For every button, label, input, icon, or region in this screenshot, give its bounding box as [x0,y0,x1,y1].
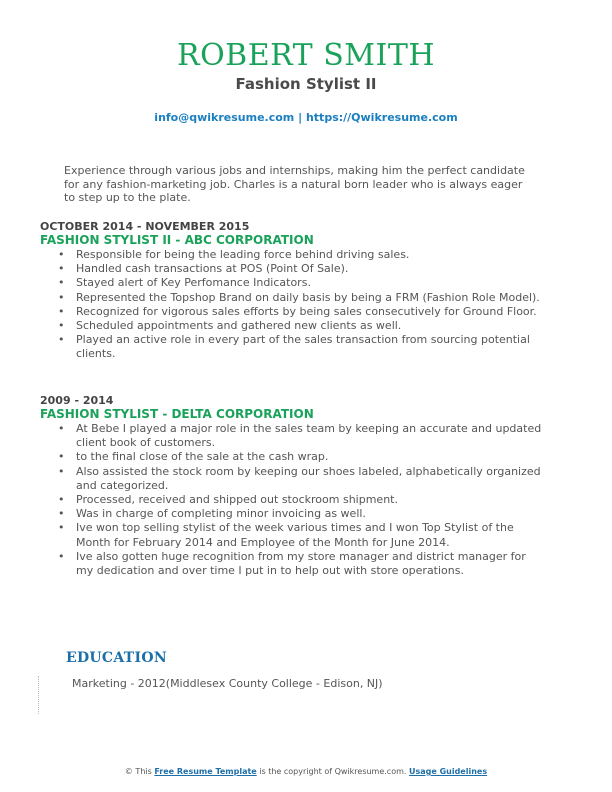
bullet-item: • Was in charge of completing minor invoicing as well. [58,507,366,521]
job-bullets [40,248,560,362]
bullet-icon: • [58,507,65,521]
bullet-item: • Processed, received and shipped out stockroom shipment. [58,493,398,507]
bullet-icon: • [58,464,65,478]
bullet-item: • Represented the Topshop Brand on daily basis by being a FRM (Fashion Role Model). [58,290,540,304]
bullet-icon: • [58,493,65,507]
resume-header [0,38,612,94]
job-entry [40,220,560,362]
bullet-item: • Stayed alert of Key Perfomance Indicators. [58,276,311,290]
decorative-divider [38,676,41,714]
summary-paragraph: Experience through various jobs and internships, making him the perfect candidate for any fashion-marketing job. Charles is a natural born leader who is always eager to step up to the plate. [64,164,525,204]
bullet-icon: • [58,333,65,347]
bullet-item: • Ive also gotten huge recognition from my store manager and district manager for my dedication and over time I put in to help out with store operations. [58,549,526,578]
job-title: FASHION STYLIST II - ABC CORPORATION [40,233,314,247]
bullet-item: • At Bebe I played a major role in the sales team by keeping an accurate and updated client book of customers. [58,422,542,450]
bullet-item: • Recognized for vigorous sales efforts by being sales consecutively for Ground Floor. [58,304,537,318]
bullet-icon: • [58,248,65,261]
contact-line [0,111,612,124]
bullet-icon: • [58,304,65,318]
education-entry: Marketing - 2012(Middlesex County College - Edison, NJ) [72,677,383,690]
education-heading: EDUCATION [66,650,167,666]
job-title: FASHION STYLIST - DELTA CORPORATION [40,407,314,421]
bullet-item: • Handled cash transactions at POS (Point Of Sale). [58,262,349,276]
job-dates: 2009 - 2014 [40,394,114,407]
bullet-icon: • [58,290,65,304]
free-resume-template-link[interactable]: Free Resume Template [154,767,257,776]
job-dates: OCTOBER 2014 - NOVEMBER 2015 [40,220,250,233]
bullet-icon: • [58,549,65,563]
contact-separator: | [294,111,306,124]
usage-guidelines-link[interactable]: Usage Guidelines [408,767,488,776]
bullet-item: • Ive won top selling stylist of the week various times and I won Top Stylist of the Month for February 2014 and Employee of the Month for June 2014. [58,521,514,549]
bullet-item: • Also assisted the stock room by keeping our shoes labeled, alphabetically organized and categorized. [58,464,541,492]
candidate-title: Fashion Stylist II [235,75,377,93]
copyright-footer [0,767,612,776]
job-entry [40,394,560,578]
bullet-icon: • [58,262,65,276]
bullet-icon: • [58,521,65,535]
bullet-icon: • [58,319,65,333]
bullet-item: • Played an active role in every part of the sales transaction from sourcing potential clients. [58,333,530,361]
bullet-icon: • [58,422,65,435]
bullet-item: • Scheduled appointments and gathered new clients as well. [58,319,402,333]
job-bullets [40,422,560,578]
footer-middle: is the copyright of Qwikresume.com. [256,767,409,776]
footer-prefix: © This [124,767,155,776]
bullet-icon: • [58,450,65,464]
candidate-name: ROBERT SMITH [176,38,436,73]
bullet-item: • Responsible for being the leading force behind driving sales. [58,248,410,261]
bullet-item: • to the final close of the sale at the cash wrap. [58,450,329,464]
website-link[interactable]: https://Qwikresume.com [305,111,458,124]
bullet-icon: • [58,276,65,290]
email-link[interactable]: info@qwikresume.com [154,111,295,124]
